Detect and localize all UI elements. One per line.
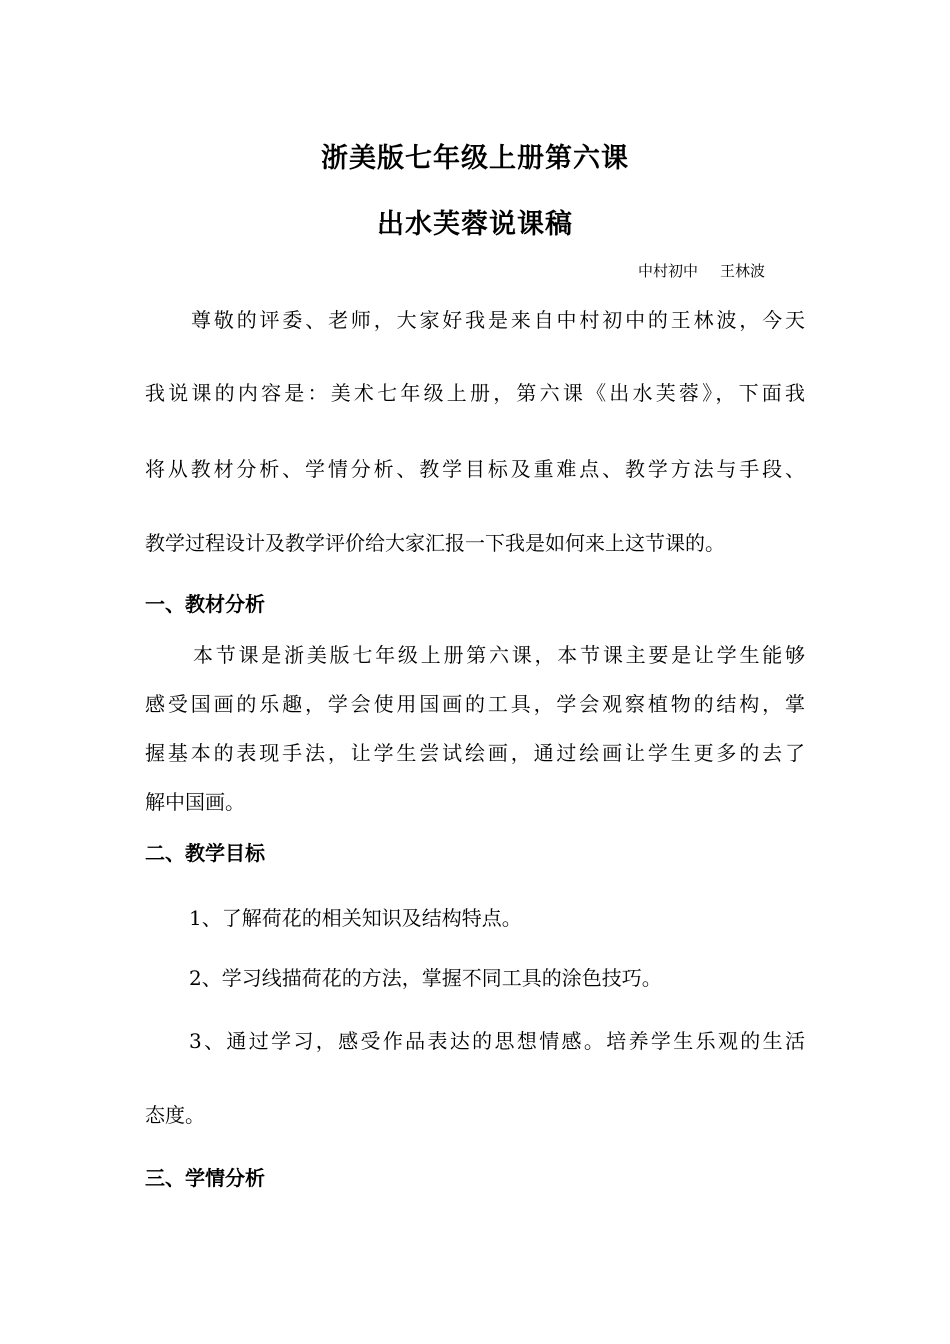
- paragraph-line: 感受国画的乐趣，学会使用国画的工具，学会观察植物的结构，掌: [145, 692, 805, 716]
- author-name: 王林波: [720, 262, 766, 280]
- intro-line: 教学过程设计及教学评价给大家汇报一下我是如何来上这节课的。: [145, 531, 725, 555]
- section-heading-textbook-analysis: 一、教材分析: [145, 592, 265, 616]
- paragraph-line: 本节课是浙美版七年级上册第六课，本节课主要是让学生能够: [193, 643, 805, 667]
- goal-item: 3、通过学习，感受作品表达的思想情感。培养学生乐观的生活: [189, 1029, 805, 1053]
- document-title-line1: 浙美版七年级上册第六课: [321, 143, 629, 174]
- intro-line: 尊敬的评委、老师，大家好我是来自中村初中的王林波，今天: [191, 308, 805, 332]
- goal-item: 2、学习线描荷花的方法，掌握不同工具的涂色技巧。: [189, 966, 662, 990]
- section-heading-teaching-goals: 二、教学目标: [145, 841, 265, 865]
- school-name: 中村初中: [638, 262, 699, 280]
- paragraph-line: 解中国画。: [145, 790, 245, 814]
- intro-line: 我说课的内容是：美术七年级上册，第六课《出水芙蓉》，下面我: [145, 381, 805, 405]
- document-title-line2: 出水芙蓉说课稿: [377, 209, 573, 240]
- section-heading-learning-analysis: 三、学情分析: [145, 1166, 265, 1190]
- goal-item-continued: 态度。: [145, 1103, 205, 1127]
- paragraph-line: 握基本的表现手法，让学生尝试绘画，通过绘画让学生更多的去了: [145, 741, 805, 765]
- intro-line: 将从教材分析、学情分析、教学目标及重难点、教学方法与手段、: [145, 457, 805, 481]
- goal-item: 1、了解荷花的相关知识及结构特点。: [189, 906, 522, 930]
- byline: [638, 260, 765, 281]
